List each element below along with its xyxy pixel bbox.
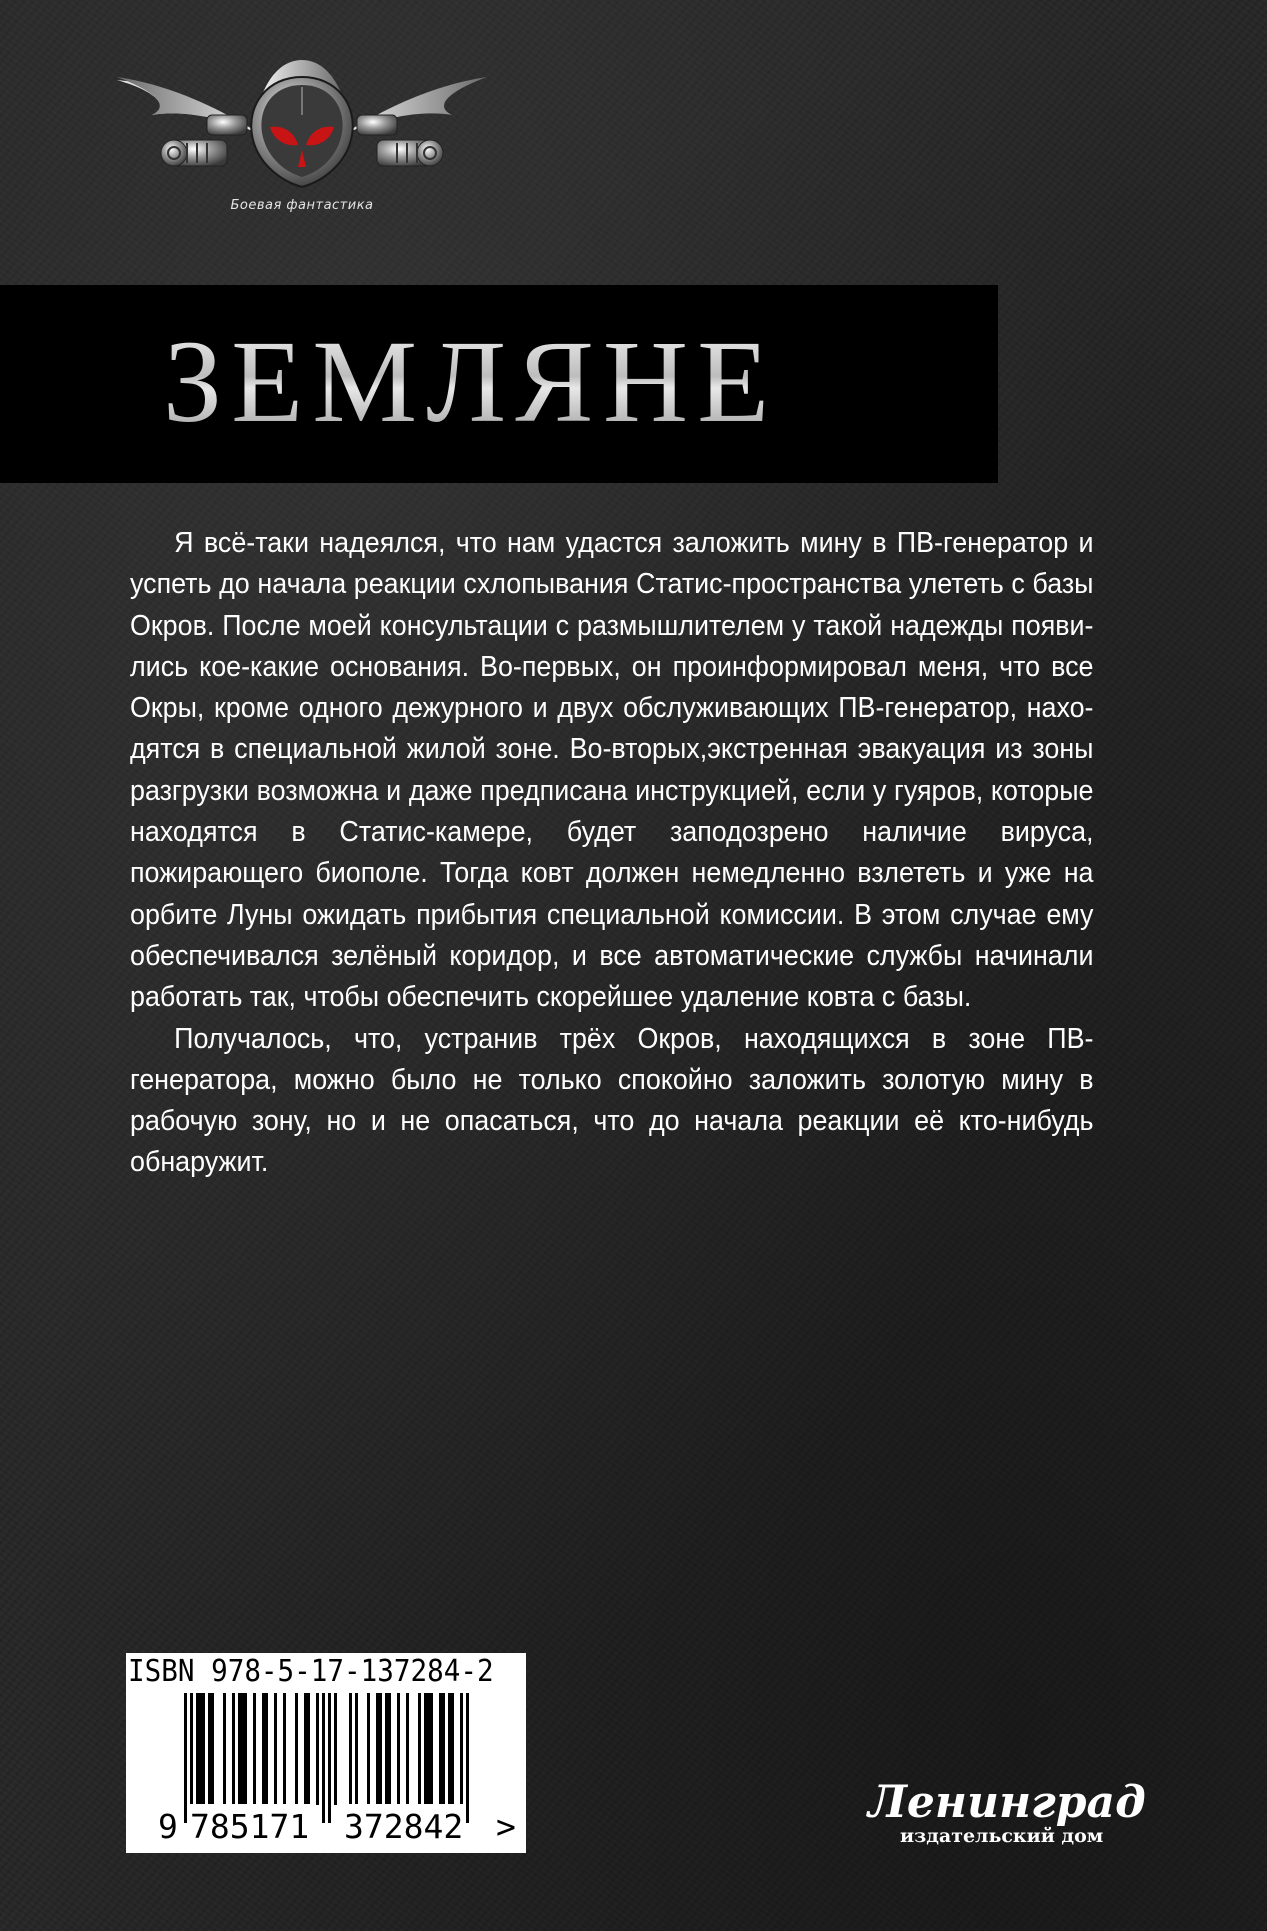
publisher-logo — [858, 1778, 1158, 1858]
barcode-bar — [424, 1693, 427, 1805]
barcode-bar — [232, 1693, 235, 1805]
barcode-bar — [397, 1693, 400, 1805]
barcode-bar — [451, 1693, 454, 1805]
barcode-bar — [406, 1693, 409, 1805]
barcode-bar — [367, 1693, 370, 1805]
barcode-bar — [388, 1693, 391, 1805]
barcode-bar — [307, 1693, 310, 1805]
annotation-paragraph: Получалось, что, устранив трёх Окров, находящихся в зоне ПВ-генератора, можно было не только спокойно заложить золотую мину в рабочую зону, но и не опасаться, что до начала реакции её кто-нибудь обнаружит. — [130, 1022, 1094, 1179]
isbn-barcode — [126, 1653, 526, 1853]
barcode-bar — [334, 1693, 337, 1805]
publisher-name: Ленинград — [868, 1777, 1146, 1828]
barcode-bar — [442, 1693, 445, 1805]
annotation-text — [130, 523, 1094, 1184]
barcode-bar — [448, 1693, 451, 1805]
barcode-digits-right: 372842 — [342, 1804, 465, 1850]
annotation-paragraph: Я всё-таки надеялся, что нам удастся заложить мину в ПВ-генератор и успеть до начала реакции схлопывания Статис-пространства улететь с базы Окров. После моей консультации с размышлителем у такой надежды появи-лись кое-какие основания. Во-первых, он проинформировал меня, что все Окры, кроме одного дежурного и двух обслуживающих ПВ-генератор, нахо-дятся в специальной жилой зоне. Во-вторых,экстренная эвакуация из зоны разгрузки возможна и даже предписана инструкцией, если у гуяров, которые находятся в Статис-камере, будет заподозрено наличие вируса, пожирающего биополе. Тогда ковт должен немедленно взлететь и уже на орбите Луны ожидать прибытия специальной комиссии. В этом случае ему обеспечивался зелёный коридор, и все автоматические службы начинали работать так, чтобы обеспечить скорейшее удаление ковта с базы. — [130, 527, 1094, 1014]
barcode-digits-left: 785171 — [188, 1804, 311, 1850]
barcode-bar — [304, 1693, 307, 1805]
barcode-bar — [262, 1693, 265, 1805]
barcode-bar — [295, 1693, 298, 1805]
barcode-bar — [238, 1693, 241, 1805]
barcode-bar — [283, 1693, 286, 1805]
barcode-bar — [379, 1693, 382, 1805]
barcode-bar — [241, 1693, 244, 1805]
barcode-bar — [208, 1693, 211, 1805]
barcode-bar — [265, 1693, 268, 1805]
book-title: ЗЕМЛЯНЕ — [163, 316, 779, 447]
barcode-bar — [376, 1693, 379, 1805]
series-caption: Боевая фантастика — [230, 198, 374, 213]
isbn-label: ISBN 978-5-17-137284-2 — [128, 1654, 494, 1689]
barcode-bar — [439, 1693, 442, 1805]
barcode-bar — [223, 1693, 226, 1805]
barcode-bar — [274, 1693, 277, 1805]
barcode-bar — [427, 1693, 430, 1805]
barcode-bar — [244, 1693, 247, 1805]
barcode-bar — [253, 1693, 256, 1805]
barcode-bar — [199, 1693, 202, 1805]
series-logo — [112, 55, 492, 225]
alien-mask-with-blades-logo — [112, 55, 492, 200]
title-band — [0, 285, 998, 483]
barcode-bar — [316, 1693, 319, 1805]
barcode-bar — [385, 1693, 388, 1805]
barcode-bar — [355, 1693, 358, 1805]
barcode-bar — [202, 1693, 205, 1805]
barcode-digit-lead: 9 — [156, 1804, 180, 1850]
barcode-bar — [418, 1693, 421, 1805]
barcode-bar — [211, 1693, 214, 1805]
publisher-subtitle: издательский дом — [900, 1825, 1104, 1847]
barcode-quiet-zone-mark: > — [494, 1804, 518, 1850]
barcode-bar — [196, 1693, 199, 1805]
barcode-bar — [349, 1693, 352, 1805]
barcode-digits — [126, 1804, 526, 1850]
barcode-bar — [430, 1693, 433, 1805]
